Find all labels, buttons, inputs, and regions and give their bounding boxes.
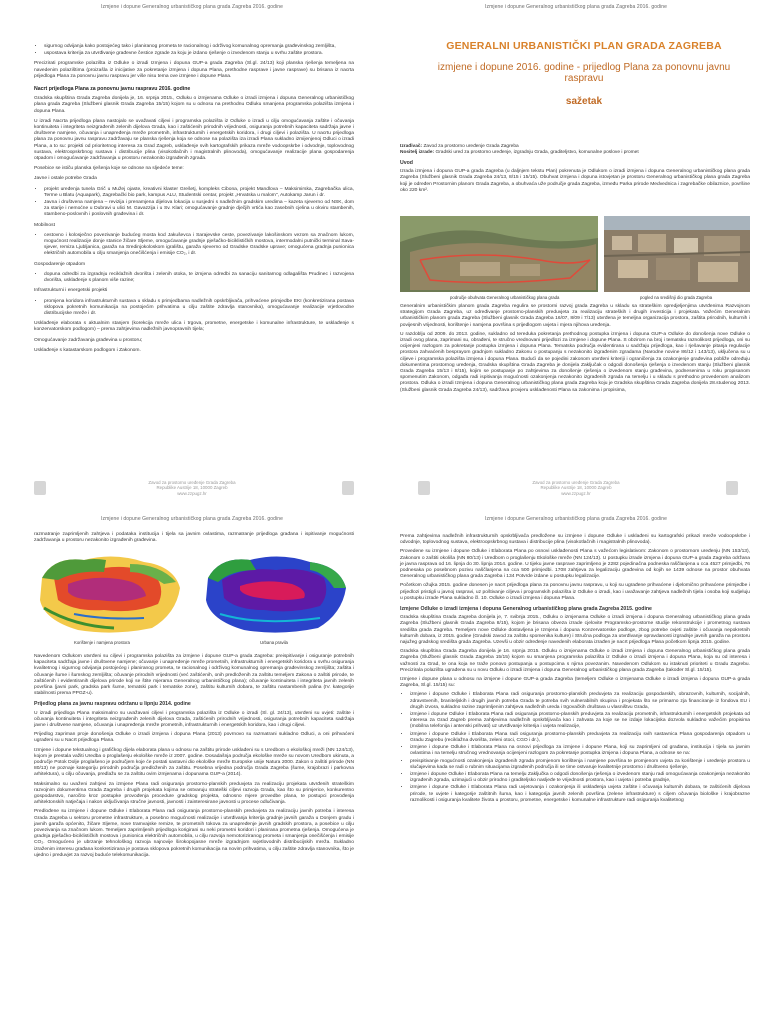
land-use-map [34,548,184,638]
running-header: Izmjene i dopune Generalnog urbanističkog plana grada Zagreba 2016. godine [101,4,283,10]
photo-strip [400,216,750,300]
paragraph: U izradi Nacrta prijedloga plana nastojalo se uvažavati ciljevi i programska polazišta iz Odluke o izradi u cilju omogućavanja zaštite i očuvanja kontinuiteta i integriteta neizgrađenih zelenih dijelova Grada, kao i zaštićenih prirodnih vrijednosti, osiguranja potrebnih kapaciteta sadržaja javne i društvene namjene, očuvanja i unapređenja mreže prometnih, infrastrukturnih i energetskih koridora, i drugi ciljevi i polazišta. U nacrtu prijedloga plana za ponovnu javnu raspravu zadržavaju se planska rješenja koja se odnose na polazišta iza izradi Plana sukladno izmijenjenoj Odluci o izradi Plana, a to su: projekti od prioritetnog interesa za Grad Zagreb, usklađenje svih kartografskih prikaza mreže vodoopskrbe i odvodnje, toplovodnog sustava, elektroopskrbnog sustava i distribucije plina (visokotlačnih i magistralnih plinovoda), omogućavanje realizacije plana gospodarenja otpadom i omogućavanje zadržavanja u prostoru nezakonito izgrađenih zgrada. [34,118,354,162]
page-bottom-left [0,512,384,1024]
subheading: Infrastrukturni i energetski projekti [34,288,108,294]
list-item: • cestovno i kolosječno povezivanje budućeg mosta kod Jakuševca i Sarajevske ceste, povezivanje lakošinskom vezom sa značnom lukom, mogućnost realizacije donje stanice žičare Sljeme, omogućavanje gradnje pješačko-biciklističkih mostova, intermodalni putnički terminal Sava-sjever, remiza Ljubljanica, garaža na Sredinjokoloskom igralištu, garaža sjeverno od Gradske Gradske uprave; omogućena gradnja punionica električnih automobila u cilju smanjenja onečišćenja i emisije CO₂, i dr. [44,233,354,258]
list-item: • izmjene i dopune Odluke i Elaborata Plana radi uvjetovanja i ozakonjenja ili usklađenja uvjeta zaštite i očuvanja kulturnih dobara, te zaštićenih dijelova prirode, te uvjete i kategorije zaštitnih šuma, kao i kategorija javnih zelenih površina (zelene infrastrukture) s ciljem očuvanja biološke i krajobrazne raznolikosti i osiguranja kvalitete života u prostoru, prometne, energetske i komunalne infrastrukture radi osiguranja kvalitetnog [410,785,750,804]
list-item: • izmjene i dopune Odluke i Elaborata Plana radi osiguranja prostorno-planskih preduvjeta za realizaciju gospodarskih, obrazovnih, kulturnih, socijalnih, zdravstvenih, branitelјskih i drugih javnih potreba Grada te potreba svih vulnerabilnih skupina i projekata što se primarno zja financiranje iz fondova EU i drugih izvora, sukladno razine zaprimljenim zahtjeva nadležnih ureda i trgovačkih društava u vlasništvu Grada, [410,692,750,711]
footer-line: Republike Austrije 18, 10000 Zagreb [156,485,228,491]
map-caption: Korištenje i namjena prostora [74,640,130,645]
map-caption: Urbana pravila [260,640,288,645]
paragraph: Usklađenje s katastarskom podlogom i Zakonom. [34,347,141,353]
document-title: GENERALNI URBANISTIČKI PLAN GRADA ZAGREBA [446,40,722,52]
subheading: Gospodarenje otpadom [34,261,86,267]
photo-caption: pogled na središnji dio grada Zagreba [640,295,713,300]
paragraph: Predlođene su izmjene i dopune Odluke i Elaborata Plana radi osiguranja prostorno-planskih preduvjeta za realizaciju javnih potreba i interesa Grada Zagreba u sektoru prometne infrastrukture, a posebno mogućnosti realizacije i utvrđivanja kriterija gradnje javnih garaža u Donjem gradu i javnih garaža općenito, žičare Sljeme, nove tramvajske remize, te prometnih tokova za unapređenje javnih gradskih prostora, a posebice u cilju povezivanja sa značnom lukom. Temeljem zaprimljenih prijedloga korigirani su neki prometni koridori i planirana prometna rješenja. Omogućena je gradnja pješačko-biciklističkih mostova i punionica električnih automobila, u cilju razvoja nemotoriziranog prometa i smanjenja onečišćenja i emisije CO₂. Omogućeno je ubrzanje tehnološkog razvoja najnovije širokopojasne mreže izgradnjom svjetlovodnih distribucijskih mreža. Sukladno izraženim interesu građana konkretizirana je postava sklopova pokretnih komunikacija na novim prihvatima, u cilju zaštite zdravlja stanovnika, što je ujedno i preduvjet za razvoj buduće telekomunikacija. [34,809,354,858]
bullet-list [34,44,354,57]
paragraph: Precizirati programske polazišta iz Odluke o izradi Izmjena i dopuna GUP-a grada Zagreba (Sl.gl. 24/13) koji planska rješenja temeljena na navedenim polazištima (proizašla iz inicijative za pokretanje izmjena i dopuna Plana, prethodne rasprave i javne rasprave) su brisana iz nacrta prijedloga Plana za ponovnu javnu raspravu jer više nisu tema ove izmjene i dopune Plana. [34,61,354,79]
page-body [400,304,750,397]
page-footer [384,478,768,502]
list-item: • preispitivanje mogućnosti ozakonjenja izgrađenih zgrada promjenom korištenja i namjene površina te promjenom uvjeta za korištenje i uređenje prostora u slučajevima kada se radi o rubnim situacijama izgrađenih područja ili se time ostvaruje kvalitetnije prostorno i društveno rješenje, [410,759,750,771]
footer-text [384,480,768,496]
institute-logo-icon [726,481,738,495]
paragraph: Posebice se ističu planska rješenja koje se odnose na sljedeće teme: [34,166,184,172]
page-top-right [384,0,768,512]
list-item: • sigurnog odvijanja kako postojećeg tako i planiranog prometa te racionalnog i održivog komunalnog opremanja građevinskog zemljišta, [44,44,354,50]
page-footer [0,478,384,502]
urban-rules-map [200,548,350,638]
subheading: Javne i ostale potrebe Grada [34,176,97,182]
list-item: • izmjene i dopune Odluke i Elaborata Plana na temelju Zaključka o odgodi donošenja rješenja o izvedenom stanju radi omogućavanja ozakonjenja nezakonito izgrađenih zgrada, uzimajući u obzir prirodno i graditeljsko nasljeđe te vrijednosti prostora, kao i uvjeta i potreba gradnje, [410,772,750,784]
bullet-list [34,187,354,219]
paragraph: Generalnim urbanističkim planom grada Zagreba regulira se prostorni razvoj grada Zagreba u skladu sa strateškim opredjeljenjima utvrđenima Razvojnom strategijom Grada Zagreba, uz određivanje prostorno-planskih preduvjeta za realizaciju strateških i drugih investicija i projekata. Važećim Generalnim urbanističkim planom grada Zagreba (Službeni glasnik Grada Zagreba 16/07, 8/09 i 7/13) utvrđena je temeljna organizacija prostora, zaštita prirodnih, kulturnih i povijesnih vrijednosti, korištenje i namjena površina s prijedlogom uvjeta i mjera njihova uređenja. [400,304,750,328]
city-center-photo [604,216,750,292]
footer-line: Zavod za prostorno uređenje Grada Zagreba [532,480,620,485]
footer-line: Zavod za prostorno uređenje Grada Zagreba [148,480,236,485]
bullet-list [400,692,750,803]
paragraph: Prijedlog zapriman proje donošenja Odluke o izradi izmjena i dopuna Plana (2013) povrnovo su razmatrani sukladno Odluci, a oni prihvaćeni ugrađeni su u Nacrt prijedloga Plana. [34,732,354,744]
page-bottom-right [384,512,768,1024]
paragraph: Omogućavanje zadržavanja građevina u prostoru; [34,337,143,343]
title-block [424,40,744,107]
owner-row [400,150,750,156]
running-header: Izmjene i dopune Generalnog urbanističkog plana grada Zagreba 2016. godine [485,4,667,10]
section-heading: Prijedlog plana za javnu raspravu održanu u lipnju 2014. godine [34,701,191,708]
footer-link[interactable]: www.zzpugz.hr [561,490,591,496]
paragraph: razmatranje zaprimljenih zahtjeva i podataka institucija i tijela sa javnim ovlastima, razmatranje prijedloga građana i ispitivanje mogućnosti zadržavanja u prostoru nezakonito izgrađenih građevina. [34,532,354,544]
list-item: • izmjene i dopune Odluke i Elaborata Plana radi osiguranja prostorno-planskih preduvjeta za realizaciju prometnih, infrastrukturnih i energetskih projekata od interesa za Grad Zagreb prema zahtjevima nadležnih opskrbljivača kao i zahvata za koje se ne izdaje lokacijska dozvola sukladno važećim propisima (mobilna telefonija i antenski prihvati) uz utvrđivanje kriterija i uvjeta realizacije, [410,712,750,731]
page-body [400,534,750,807]
map-figures [34,548,354,648]
list-item: • izmjene i dopune Odluke i Elaborata Plana na osnovi prijedloga za izmjene i dopune Plana, koji su zaprimljeni od građana, institucija i tijela sa javnim ovlastima i na temelju stručnog vrednovanja ocijenjeni razlogom za pokretanje postupka izmjena i dopuna Plana, a odnose se na: [410,745,750,757]
page-body [34,654,354,862]
paragraph: Gradska skupština Grada Zagreba donijela je, 16. srpnja 2015., Odluku o izmjenama Odluke o izradi izmjena i dopuna Generalnog urbanističkog plana grada Zagreba (Službeni glasnik Grada Zagreba 15/15) kojom su u odnosu na prethodnu Odluku smanjena programska polazišta izmjena i dopuna Plana. [34,96,354,114]
paragraph: Izrada izmjena i dopuna GUP-a grada Zagreba (u daljnjem tekstu Plan) pokrenuta je Odlukom o izradi izmjena i dopuna Generalnog urbanističkog plana grada Zagreba (Službeni glasnik Grada Zagreba 24/13, 8/15 i 15/15). Obuhvat izmjena i dopuna istovjetan je prostoru Generalnog urbanističkog plana grada Zagreba koji je određen Prostornim planom Grada Zagreba, a obuhvaća uže područje grada Zagreba, između Parka prirode Medvednica i zagrebačke obilaznice, površine oko 220 km². [400,169,750,193]
section-heading: Uvod [400,160,413,166]
summary-heading: sažetak [565,96,603,107]
institute-logo-icon [342,481,354,495]
running-header: Izmjene i dopune Generalnog urbanističkog plana grada Zagreba 2016. godine [101,516,283,522]
paragraph: U izradi prijedloga Plana maksimalno su uvažavani ciljevi i programska polazišta iz Odluke o izradi (Sl. gl. 24/13), utvrđeni su uvjeti: zaštite i očuvanja kontinuiteta i integriteta neizgrađenih zelenih dijelova Grada, zaštićenih prirodnih vrijednosti, osiguranja potrebnih kapaciteta sadržaja javne i društvene namjene, očuvanja i unapređenja mreže prometnih, infrastrukturnih i energetskih koridora, kao i drugi ciljevi. [34,710,354,729]
paragraph: Prema zahtjevima nadležnih infrastrukturnih opskrbljivača predložene su izmjene i dopune Odluke i usklađeni su kartografski prikazi mreže vodoopskrbe i odvodnje, toplovodnog sustava, elektroopskrbnog sustava i distribucije plina (visokotlačnih i magistralnih plinovoda). [400,534,750,546]
meta-label: Nositelj izrade: [400,150,435,155]
list-item: • projekt uređenja tunela Grič u Mužej ojaste, kreativni klaster Grešetj, kompleks Cibona, projekt Mandlova – Maksimirska, Zagrebačka ulica, Terme u Blatu (Aquapark), Zagrebački bio park, kampus ALU, Studentski centar, projekt „Hrvatska u malom", Autokamp Jarun i dr. [44,187,354,199]
paragraph: Izmjene i dopune tekstualnog i grafičkog dijela elaborata plana u odnosu na zaštitu prirode usklađeni su s Uredbom o ekološkoj mreži (NN 124/13), kojom je prestala važiti Uredba o proglašenju ekološke mreže iz 2007. godine. Dosadašnja područja ekološke mreže su novom Uredbom ukinuta, a područje Potok Dolje proglašeno je područjem koje će postati sastavni dio ekološke mreže Europske unije Natura 2000. Zakon o zaštiti prirode (NN 80/13) ne poznaje kategoriju prirodnih područja predloženih za zaštitu. Posebna vrijedna područja Grada Zagreba (šume, krajobrazi i parkovna arhitektura), u cilju očuvanja, predlažu se za zaštitu ovim izmjenama i dopunama GUP-a (2014). [34,747,354,778]
paragraph: Gradska skupština Grada Zagreba donijela je 16. srpnja 2015. Odluku o izmjenama Odluke o izradi izmjena i dopuna Generalnog urbanističkog plana grada Zagreba (Službeni glasnik Grada Zagreba 15/15) kojom su smanjena programska polazišta iz Odluke o izradi izmjena i dopuna Plana, koja su od interesa i važnosti za Grad, te ona koja ne traže ponovo postupanja u postupcima s njima povezanim. Navedenom Odlukom su istaknuti prioriteti u Gradu Zagrebu. Precizirala polazišta ugrađena su u novu Odluku o izradi izmjena i dopuna Generalnog urbanističkog plana grada Zagreba (također Sl.gl. 15/15). [400,649,750,673]
page-top-left [0,0,384,512]
photo-caption: područje obuhvata Generalnog urbanističkog plana grada [450,295,560,300]
document-meta [400,144,750,156]
paragraph: Provedene su izmjene i dopune Odluke i Elaborata Plana po osnovi usklađenosti Plana s važećom legislativom: Zakonom o prostornom uređenju (NN 153/13), Zakonom o zaštiti okoliša (NN 80/13) i Uredbom o proglašenju Ekološke mreže (NN 124/13). U postupku izrade izmjena i dopuna GUP-a grada Zagreba održana je javna rasprava od 16. lipnja do 30. lipnja 2014. godine. U tijeku javne rasprave zaprimljeno je 2282 pojedinačna podneska raščlanjena u cca 4527 primjedbi, 76 podnesaka po posebnom pozivu naščlanjena na cca 500 primjedbi. 1708 zahtjeva za legalizaciju građevina od kojih se 1439 odnose na prostor obuhvata Generalnog urbanističkog plana grada Zagreba i 134 Potvrde izdane u postupku legalizacije. [400,549,750,580]
paragraph: Gradska skupština Grada Zagreba donijela je, 7. svibnja 2015., Odluku o izmjenama Odluke o izradi izmjena i dopuna Generalnog urbanističkog plana grada Zagreba (Službeni glasnik Grada Zagreba 8/15), kojom je brisana obveza izrade cjelovite Programsko-prostorne studije rekonstrukcije i prometnog sustava središta grada Zagreba. Temeljem nove Odluke dostavljena je Izmjena i dopuna Konzervatorske podloge, zbog potrebe ovjeti zaštite i očuvanja nepokretnih kulturnih dobara, iz 2015. godine (Gradski zavod za zaštitu spomenika kulture) i Stručna podloga za utvrđivanje opravdanosti izgradnje javnih garaža na prostoru najužeg gradskog središta grada Zagreba. Uzevši u obzir određenje navedenih elaborata izrađen je nacrt prijedloga Plana početkom lipnja 2015. godine. [400,615,750,646]
bullet-list [34,272,354,284]
running-header: Izmjene i dopune Generalnog urbanističkog plana grada Zagreba 2016. godine [485,516,667,522]
subheading: Mobilnost [34,222,55,228]
paragraph: Usklađenje elaborata s aktualnim stanjem (korekcija mreže ulica i trgova, prometne, energetske i komunalne infrastrukture, te usklađenje s konzervatorskom podlogom) – prema zahtjevima nadležnih javnopravnih tijela; [34,321,354,333]
section-heading: Izmjene Odluke o izradi izmjena i dopuna Generalnog urbanističkog plana grada Zagreba 2015. godine [400,606,652,613]
section-heading: Nacrt prijedloga Plana za ponovnu javnu raspravu 2016. godine [34,86,191,93]
list-item: • izmjene i dopune Odluke i Elaborata Plana radi osiguranja prostorno-planskih preduvjeta za realizaciju svih sastavnica Plana gospodarenja otpadom u Gradu Zagrebu (reciklažna dvorišta, zeleni otoci, CGO i dr.), [410,732,750,744]
paragraph: Početkom ožujka 2015. godine donesen je nacrt prijedloga plana za ponovnu javnu raspravu, u koji su ugrađene prihvaćene i djelomično prihvaćene primjedbe i prijedlozi pristigli u javnoj raspravi, uz poštivanje ciljeva i programskih polazišta iz Odluke o izradi, kao i uvažavanje zahtjeva nadležnih tijela i osoba koji sudjeluju u postupku izrade Plana sukladno čl. 10. Odluke o izradi izmjena i dopuna Plana. [400,583,750,601]
intro-text [34,532,354,548]
list-item: • dopuna odredbi za izgradnju reciklažnih dvorišta i zelenih otoka, te izmjena odredbi za sanaciju sanitarnog odlagališta Prudinec i razvojena dvorišta, usklađenje s planom više razine; [44,272,354,284]
paragraph: Izmjene i dopune plana u odnosu na izmjene i dopune GUP-a grada Zagreba (temeljem Odluke o izmjenama Odluke o izradi izmjena i dopuna GUP-a grada Zagreba, Sl.gl. 15/15) su: [400,677,750,689]
footer-text [0,480,384,496]
introduction [400,160,750,194]
meta-value: Zavod za prostorno uređenje Grada Zagreba [423,144,519,149]
bullet-list [34,299,354,318]
bullet-list [34,233,354,258]
paragraph: Navedenom Odlukom utvrđeni su ciljevi i programska polazišta za izmjene i dopune GUP-a grada Zagreba: preispitivanje i osiguranje potrebnih kapaciteta sadržaja javne i društvene namjene; očuvanje i unapređenje mreže prometnih, infrastrukturnih i energetskih koridora u svrhu osiguranja kvalitetnog i sigurnog odvijanja postojećeg i planiranog prometa, te racionalnog i održivog komunalnog opremanja građevinskog zemljišta; zaštita i očuvanje šume i šumskog zemljišta; očuvanje prirodnih vrijednosti (već zaštićenih, onih predloženih za zaštitu temeljem Zakona o zaštiti prirode, te zaštićenih i evidentiranih dijelova prirode koji se štite mjerama Generalnog urbanističkog plana); očuvanje kontinuiteta i integriteta javnih zelenih površina (javni park, gradska park šume, tematski park i tematske zone), zaštitu kulturnih dobara, te zaštitu nastambenih palina (IV. kategorije stabilnosti prema PPGZ-u). [34,654,354,697]
list-item: • promjena koridora infrastrukturnih sustava u skladu s primjedbama nadležnih opskrbljivača, prihvaćene primjedbe EKI (konkretizirana postava sklopova pokretnih komunikacija na postojećim prihvatima u cilju zaštite zdravlja stanovnika), omogućavanje realizacije vrjetlovodne distribucijske mreže i dr. [44,299,354,318]
list-item: • Javna i društvena namjena – revizija i prenamjena dijelova lokacija u susjedni s nadležnim gradskim uredima – kazeta sjeverno od NSK, dom za starije i nemoćne u Dubravi u ulici M. Gavazzija i u Sv. Klari; omogućavanje gradnje dječjih vrtića kao zasebnih cjelina u okviru stambenih, stambeno-poslovnih i poslovnih građevina i dr. [44,200,354,219]
paragraph: U razdoblju od 2009. do 2013. godine, sukladno od tereduka pokretanja prethodnog postupka izmjena i dopuna GUP-a Odluke do donošenja nove Odluke o izradi ovog plana, zaprimani su, obrađeni, te stručno vrednovani prijedlozi za izmjene i dopune Plana. S obzirom na broj i tematsku raznolikost prijedloga, oni su ocijenjeni razlogom za pokretanje postupka izmjena i dopuna Plana. Tematska područja evidentirana u sadržaju prijedloga, kao i rješavanje pitanja regulacije prostora zahvaćenih besprayom gradnjom sukladno Zakonu o postupanju s nezakonito izgrađenim zgradama (Narodne novine 86/12 i 143/13), uključena su u ciljeve i programska polazišta izmjena i dopuna Plana. Budući da se pojedini zakonom utvrđeni kriteriji i ograničenja za ozakonjenje građevina pobliže određuju dokumentima prostornog uređenja, Gradska skupština Grada Zagreba je donijela Zaključak o odgodi donošenja rješenja o izvedenom stanju (Službeni glasnik Grada Zagreba 15/13 i 8/15), kojim se postupanje po zahtjevima za donošenje rješenja o izvedenom stanju građevina, podnesenima u roku propisanom spomenutim Zakonom, odgađa radi ispitivanja mogućnosti ozakonjenja nezakonito izgrađenih zgrada na temelju i u skladu s prethodno provedenom analizom prostora. Odluka o izradi Izmjena i dopuna Generalnog urbanističkog plana grada Zagreba koju je Gradska skupština Grada Zagreba donijela 28.studenog 2013. (Službeni glasnik Grada Zagreba 24/13), sadržava provjeru usklađenosti Plana sa zakonima i propisima, [400,331,750,393]
meta-label: Izrađivač: [400,144,423,149]
document-subtitle: izmjene i dopune 2016. godine - prijedlog Plana za ponovnu javnu raspravu [437,62,731,84]
meta-value: Gradski ured za prostorno uređenje, izgradnju Grada, graditeljstvo, komunalne poslove i promet [435,150,639,155]
footer-link[interactable]: www.zzpugz.hr [177,490,207,496]
plan-area-photo [400,216,598,292]
paragraph: Maksimalno su uvaženi zahtjevi za izmjene Plana radi osiguranja prostorno-planskih preduvjeta za realizaciju projekata utvrđenih strateškim razvojnim dokumentima Grada Zagreba i drugih projekata kojima se ostvaruju strateški ciljevi razvoja Grada, kao što su primjerice, konkurentno gospodarstvo, naročito kroz postupke provođenja procedure gradskog projekta, odnosno mjere provedbe plana, te postupci provođenja arhitektonskih natječaja i nakon uključivanja stručne javnosti, javnosti i zainteresirane javnosti u procese odlučivanja. [34,781,354,806]
page-body [34,44,354,358]
footer-line: Republike Austrije 18, 10000 Zagreb [540,485,612,491]
list-item: • uspostava kriterija za utvrđivanje građevne čestice zgrade za koju je izdano rješenje o izvedenom stanju u svrhu zaštite prostora. [44,51,354,57]
